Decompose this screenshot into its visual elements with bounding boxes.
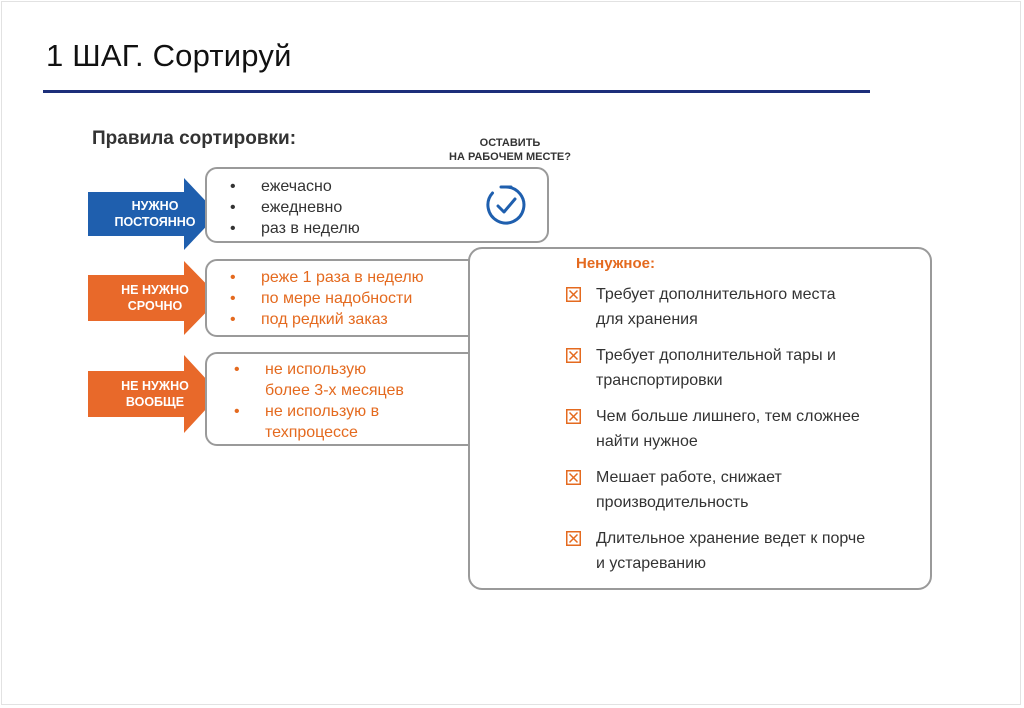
- arrow-label-not-needed-urgently: [96, 282, 214, 314]
- list-item: • по мере надобности: [230, 290, 413, 307]
- list-item: • реже 1 раза в неделю: [230, 269, 424, 286]
- arrow-label-needed-always: [96, 198, 214, 230]
- keep-question: [425, 136, 595, 164]
- rule-list-not-needed-urgently: [231, 267, 424, 330]
- list-item: • не использую более 3-х месяцев: [234, 361, 404, 399]
- arrow-label-line1: НЕ НУЖНО: [121, 283, 189, 297]
- list-item: • под редкий заказ: [230, 311, 388, 328]
- list-item: • ежечасно: [230, 178, 332, 195]
- checkbox-cross-icon: [566, 470, 581, 485]
- list-item: • ежедневно: [230, 199, 343, 216]
- arrow-label-line2: ПОСТОЯННО: [114, 215, 196, 229]
- keep-question-line1: ОСТАВИТЬ: [479, 137, 541, 149]
- keep-question-line2: НА РАБОЧЕМ МЕСТЕ?: [449, 151, 571, 163]
- checkbox-cross-icon: [566, 409, 581, 424]
- arrow-label-line1: НУЖНО: [131, 199, 179, 213]
- unneeded-title: Ненужное:: [576, 255, 655, 272]
- arrow-label-not-needed-at-all: [96, 378, 214, 410]
- rules-heading: Правила сортировки:: [92, 128, 297, 149]
- list-item: • не использую в техпроцессе: [234, 403, 380, 441]
- title-underline: [43, 90, 870, 93]
- arrow-label-line2: ВООБЩЕ: [125, 395, 185, 409]
- rule-list-needed-always: [231, 176, 360, 239]
- check-circle-icon: [484, 183, 528, 227]
- list-item: • раз в неделю: [230, 220, 360, 237]
- rule-list-not-needed-at-all: [235, 359, 404, 443]
- page-title: 1 ШАГ. Сортируй: [46, 38, 292, 73]
- arrow-label-line1: НЕ НУЖНО: [121, 379, 189, 393]
- unneeded-panel: Ненужное: Требует дополнительного места для хранения Требует дополнительной тары и транспортировки Чем больше лишнего, тем сложнее найти нужное Мешает работе, снижает производительность Длительное хранение ведет к порче и устареванию: [468, 247, 932, 590]
- checkbox-cross-icon: [566, 348, 581, 363]
- arrow-label-line2: СРОЧНО: [127, 299, 183, 313]
- checkbox-cross-icon: [566, 287, 581, 302]
- checkbox-cross-icon: [566, 531, 581, 546]
